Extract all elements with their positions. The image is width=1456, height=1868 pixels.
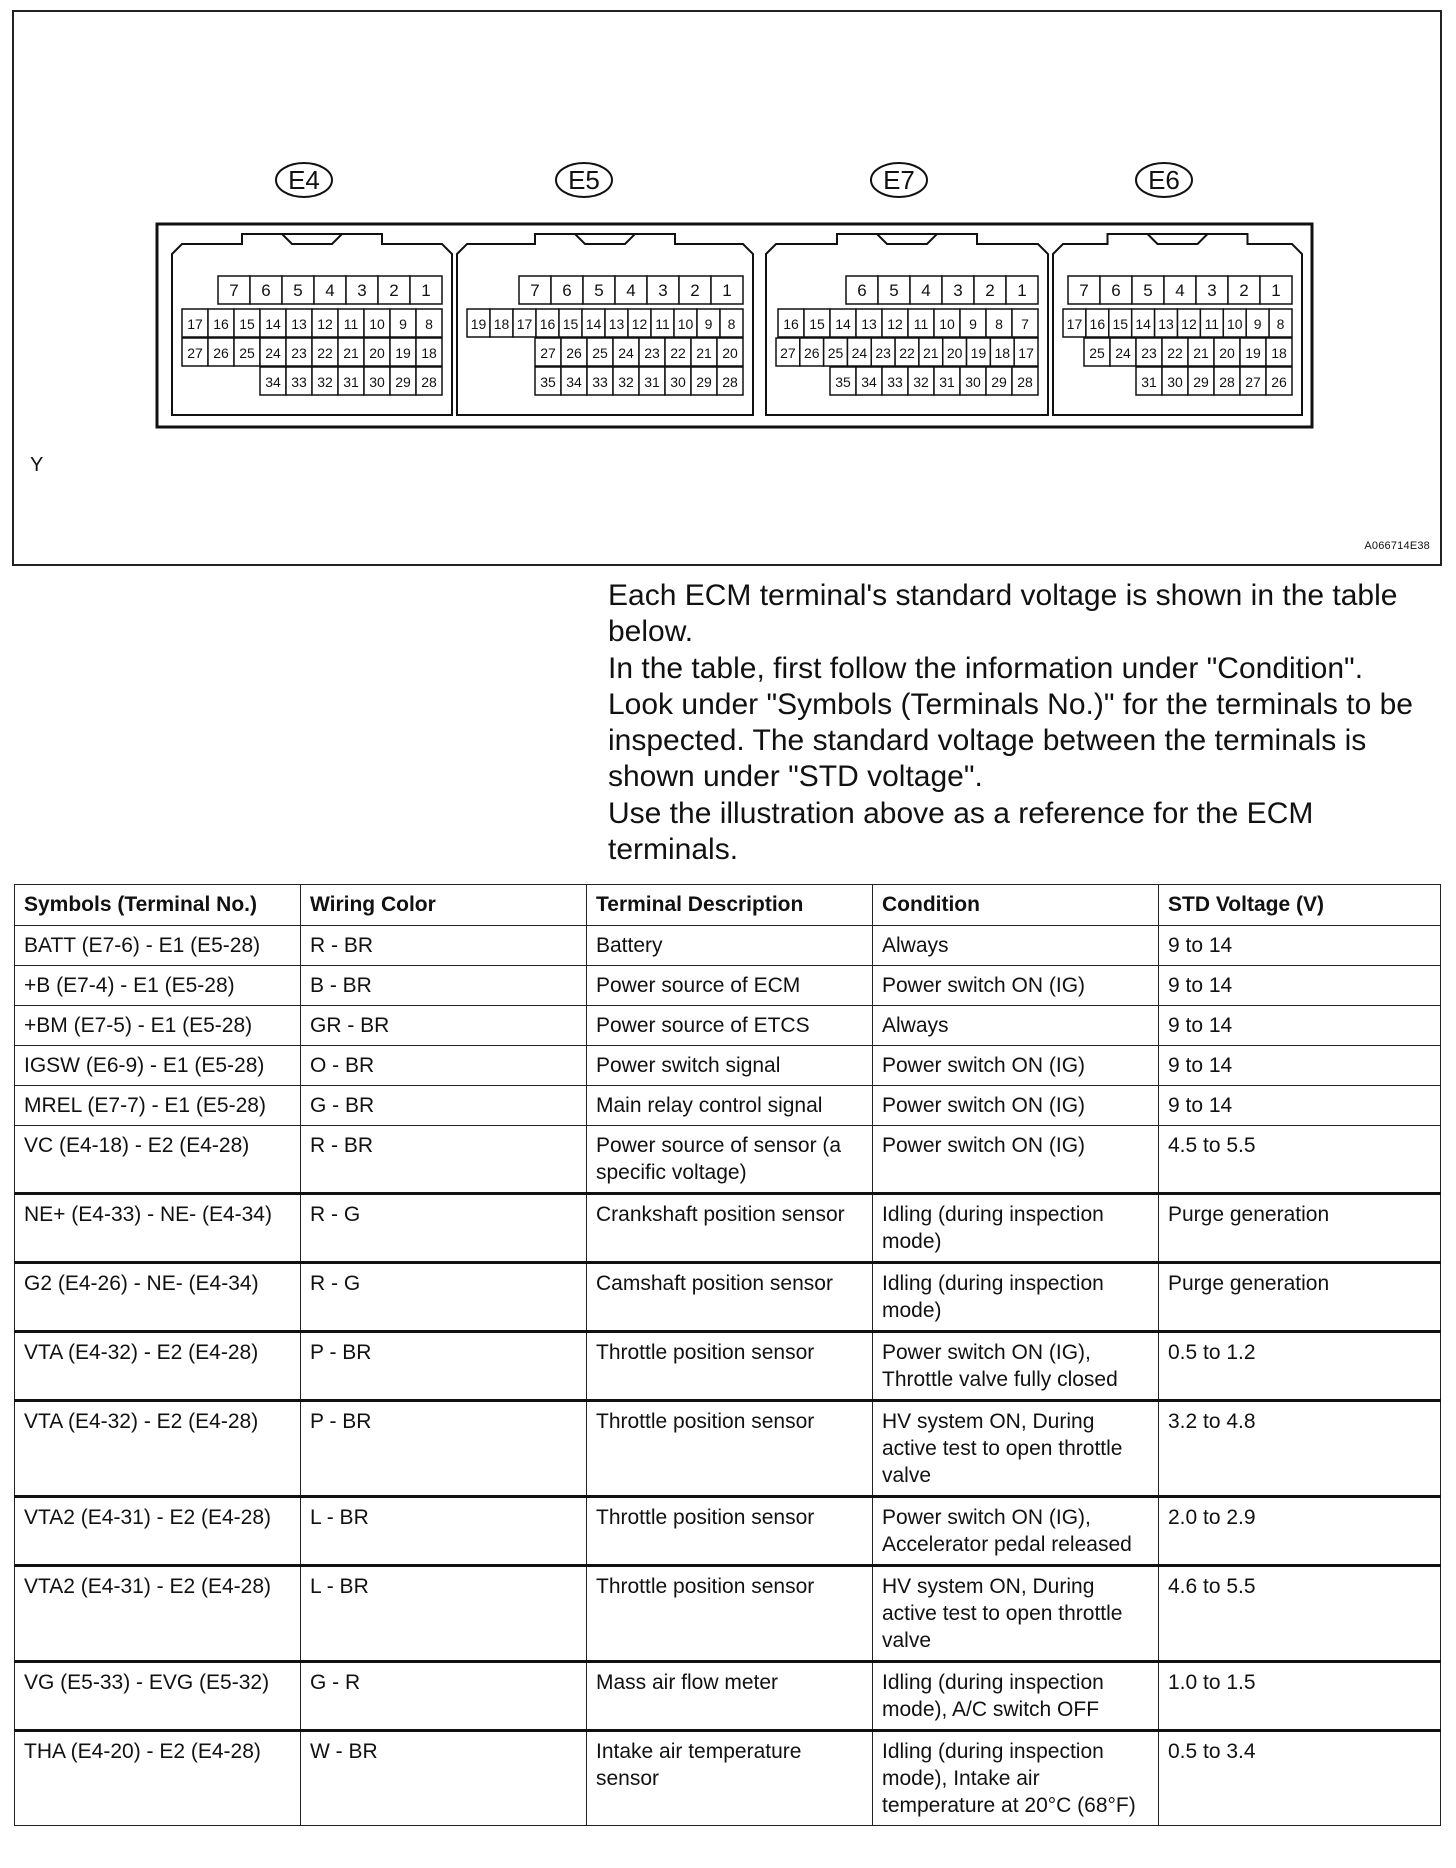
cell-condition: Idling (during inspection mode), Intake air temperature at 20°C (68°F) (873, 1731, 1159, 1826)
pin-number: 26 (213, 345, 229, 361)
pin-number: 2 (389, 281, 399, 300)
cell-condition: Idling (during inspection mode) (873, 1263, 1159, 1332)
pin-number: 1 (421, 281, 431, 300)
cell-description: Power source of ETCS (587, 1006, 873, 1046)
pin-number: 17 (187, 316, 203, 332)
pin-number: 15 (1112, 316, 1129, 332)
latch-tab (282, 234, 342, 244)
connector-illustration (12, 10, 1442, 566)
pin-number: 23 (875, 345, 891, 361)
pin-number: 7 (530, 281, 540, 300)
pin-number: 21 (1193, 345, 1209, 361)
pin-number: 8 (425, 316, 433, 332)
cell-symbols: BATT (E7-6) - E1 (E5-28) (15, 926, 301, 966)
pin-number: 28 (421, 374, 437, 390)
table-row (15, 1194, 1441, 1263)
cell-std-voltage: 4.5 to 5.5 (1159, 1126, 1441, 1194)
cell-std-voltage: 1.0 to 1.5 (1159, 1662, 1441, 1731)
pin-number: 5 (1143, 281, 1153, 300)
pin-number: 6 (562, 281, 572, 300)
cell-description: Camshaft position sensor (587, 1263, 873, 1332)
cell-condition: Idling (during inspection mode), A/C switch OFF (873, 1662, 1159, 1731)
cell-symbols: VG (E5-33) - EVG (E5-32) (15, 1662, 301, 1731)
cell-description: Power switch signal (587, 1046, 873, 1086)
cell-std-voltage: 0.5 to 3.4 (1159, 1731, 1441, 1826)
cell-wiring-color: P - BR (301, 1401, 587, 1497)
pin-number: 14 (585, 316, 602, 332)
pin-number: 15 (239, 316, 255, 332)
cell-wiring-color: G - R (301, 1662, 587, 1731)
cell-condition: Always (873, 1006, 1159, 1046)
side-label: Y (30, 454, 44, 476)
terminal-voltage-table (14, 884, 1441, 1826)
pin-number: 5 (293, 281, 303, 300)
pin-number: 31 (644, 374, 660, 390)
intro-paragraph: Use the illustration above as a reference for the ECM terminals. (608, 796, 1314, 867)
pin-number: 21 (343, 345, 359, 361)
figure-code: A066714E38 (1364, 540, 1430, 552)
pin-number: 15 (809, 316, 825, 332)
pin-number: 35 (835, 374, 851, 390)
pin-number: 19 (470, 316, 487, 332)
pin-number: 13 (861, 316, 877, 332)
cell-wiring-color: O - BR (301, 1046, 587, 1086)
pin-number: 22 (1167, 345, 1183, 361)
connector-label: E5 (568, 165, 600, 195)
pin-number: 7 (1079, 281, 1089, 300)
pin-number: 10 (369, 316, 385, 332)
table-row (15, 1263, 1441, 1332)
cell-wiring-color: W - BR (301, 1731, 587, 1826)
table-row (15, 1566, 1441, 1662)
pin-number: 22 (899, 345, 915, 361)
cell-condition: Power switch ON (IG) (873, 1086, 1159, 1126)
pin-number: 3 (357, 281, 367, 300)
cell-wiring-color: GR - BR (301, 1006, 587, 1046)
pin-number: 23 (644, 345, 660, 361)
pin-number: 16 (213, 316, 229, 332)
cell-wiring-color: L - BR (301, 1566, 587, 1662)
pin-number: 14 (1135, 316, 1151, 332)
pin-number: 23 (1141, 345, 1157, 361)
cell-symbols: THA (E4-20) - E2 (E4-28) (15, 1731, 301, 1826)
connector-e4 (172, 163, 452, 415)
pin-number: 10 (939, 316, 955, 332)
pin-number: 6 (857, 281, 867, 300)
pin-number: 9 (969, 316, 977, 332)
pin-number: 31 (1141, 374, 1157, 390)
pin-number: 30 (670, 374, 686, 390)
pin-number: 33 (592, 374, 608, 390)
pin-number: 16 (783, 316, 799, 332)
cell-std-voltage: 9 to 14 (1159, 1006, 1441, 1046)
table-row (15, 1662, 1441, 1731)
pin-number: 7 (1021, 316, 1029, 332)
pin-number: 24 (1115, 345, 1131, 361)
cell-std-voltage: 4.6 to 5.5 (1159, 1566, 1441, 1662)
cell-wiring-color: P - BR (301, 1332, 587, 1401)
pin-number: 34 (861, 374, 877, 390)
cell-symbols: G2 (E4-26) - NE- (E4-34) (15, 1263, 301, 1332)
pin-number: 9 (399, 316, 407, 332)
cell-wiring-color: B - BR (301, 966, 587, 1006)
cell-condition: HV system ON, During active test to open throttle valve (873, 1401, 1159, 1497)
pin-number: 17 (1066, 316, 1083, 332)
pin-number: 34 (265, 374, 281, 390)
pin-number: 28 (1017, 374, 1033, 390)
pin-number: 18 (493, 316, 510, 332)
pin-number: 17 (1018, 345, 1034, 361)
pin-number: 11 (1204, 316, 1220, 332)
pin-number: 11 (343, 316, 359, 332)
pin-number: 20 (369, 345, 385, 361)
pin-number: 30 (369, 374, 385, 390)
cell-condition: HV system ON, During active test to open throttle valve (873, 1566, 1159, 1662)
pin-number: 29 (696, 374, 712, 390)
pin-number: 32 (317, 374, 333, 390)
pin-number: 3 (658, 281, 668, 300)
table-header-row (15, 885, 1441, 926)
pin-number: 28 (1219, 374, 1235, 390)
connector-e7 (766, 163, 1048, 415)
cell-condition: Power switch ON (IG) (873, 1046, 1159, 1086)
cell-std-voltage: 9 to 14 (1159, 966, 1441, 1006)
pin-number: 2 (1239, 281, 1249, 300)
latch-tab (877, 234, 937, 244)
pin-number: 25 (592, 345, 608, 361)
pin-number: 29 (991, 374, 1007, 390)
intro-paragraph: In the table, first follow the information under "Condition". (608, 651, 1364, 685)
pin-number: 19 (970, 345, 987, 361)
pin-number: 30 (965, 374, 981, 390)
connector-label: E4 (288, 165, 320, 195)
pin-number: 26 (566, 345, 582, 361)
pin-number: 4 (626, 281, 636, 300)
table-row (15, 1332, 1441, 1401)
pin-number: 26 (803, 345, 820, 361)
pin-number: 7 (229, 281, 239, 300)
pin-number: 24 (851, 345, 868, 361)
pin-number: 24 (265, 345, 281, 361)
intro-text (608, 578, 1440, 868)
cell-description: Crankshaft position sensor (587, 1194, 873, 1263)
ecm-connector-diagram (14, 12, 1440, 564)
pin-number: 33 (291, 374, 307, 390)
cell-std-voltage: 0.5 to 1.2 (1159, 1332, 1441, 1401)
cell-symbols: +B (E7-4) - E1 (E5-28) (15, 966, 301, 1006)
pin-number: 16 (1089, 316, 1106, 332)
pin-number: 5 (889, 281, 899, 300)
cell-condition: Power switch ON (IG) (873, 966, 1159, 1006)
pin-number: 12 (317, 316, 333, 332)
pin-number: 11 (655, 316, 670, 332)
pin-number: 12 (1181, 316, 1197, 332)
header-terminal-description: Terminal Description (587, 885, 873, 926)
pin-number: 21 (923, 345, 939, 361)
cell-description: Throttle position sensor (587, 1332, 873, 1401)
cell-description: Throttle position sensor (587, 1401, 873, 1497)
pin-number: 8 (727, 316, 736, 332)
pin-number: 12 (631, 316, 648, 332)
pin-number: 9 (704, 316, 713, 332)
pin-number: 32 (913, 374, 929, 390)
pin-number: 10 (677, 316, 694, 332)
latch-tab (575, 234, 635, 244)
cell-std-voltage: 9 to 14 (1159, 1046, 1441, 1086)
pin-number: 18 (1271, 345, 1287, 361)
pin-number: 13 (1158, 316, 1174, 332)
pin-number: 13 (291, 316, 307, 332)
cell-symbols: NE+ (E4-33) - NE- (E4-34) (15, 1194, 301, 1263)
pin-number: 3 (1207, 281, 1217, 300)
header-std-voltage: STD Voltage (V) (1159, 885, 1441, 926)
pin-number: 1 (722, 281, 732, 300)
cell-std-voltage: Purge generation (1159, 1263, 1441, 1332)
pin-number: 6 (1111, 281, 1121, 300)
cell-condition: Idling (during inspection mode) (873, 1194, 1159, 1263)
pin-number: 20 (946, 345, 963, 361)
pin-number: 20 (1219, 345, 1235, 361)
cell-symbols: IGSW (E6-9) - E1 (E5-28) (15, 1046, 301, 1086)
header-wiring-color: Wiring Color (301, 885, 587, 926)
intro-paragraph: Look under "Symbols (Terminals No.)" for the terminals to be inspected. The standard voltage between the terminals is shown under "STD voltage". (608, 687, 1413, 794)
pin-number: 28 (722, 374, 738, 390)
connector-label: E7 (883, 165, 915, 195)
pin-number: 23 (291, 345, 307, 361)
cell-description: Intake air temperature sensor (587, 1731, 873, 1826)
pin-number: 27 (187, 345, 203, 361)
cell-std-voltage: 9 to 14 (1159, 1086, 1441, 1126)
cell-description: Power source of sensor (a specific voltage) (587, 1126, 873, 1194)
intro-paragraph: Each ECM terminal's standard voltage is shown in the table below. (608, 579, 1398, 649)
pin-number: 20 (722, 345, 738, 361)
cell-wiring-color: R - BR (301, 926, 587, 966)
pin-number: 27 (540, 345, 556, 361)
pin-number: 6 (261, 281, 271, 300)
pin-number: 13 (608, 316, 625, 332)
pin-number: 30 (1167, 374, 1183, 390)
cell-condition: Always (873, 926, 1159, 966)
pin-number: 8 (1276, 316, 1285, 332)
pin-number: 33 (887, 374, 903, 390)
cell-description: Battery (587, 926, 873, 966)
cell-std-voltage: 9 to 14 (1159, 926, 1441, 966)
pin-number: 31 (343, 374, 359, 390)
pin-number: 17 (516, 316, 533, 332)
cell-wiring-color: L - BR (301, 1497, 587, 1566)
cell-symbols: VTA (E4-32) - E2 (E4-28) (15, 1401, 301, 1497)
pin-number: 35 (540, 374, 556, 390)
pin-number: 32 (618, 374, 634, 390)
table-row (15, 1006, 1441, 1046)
pin-number: 18 (421, 345, 437, 361)
pin-number: 18 (994, 345, 1011, 361)
pin-number: 2 (985, 281, 995, 300)
pin-number: 22 (670, 345, 686, 361)
cell-description: Mass air flow meter (587, 1662, 873, 1731)
pin-number: 11 (913, 316, 929, 332)
cell-wiring-color: G - BR (301, 1086, 587, 1126)
pin-number: 29 (395, 374, 411, 390)
pin-number: 27 (780, 345, 796, 361)
table-row (15, 1731, 1441, 1826)
pin-number: 5 (594, 281, 604, 300)
pin-number: 19 (395, 345, 411, 361)
pin-number: 10 (1226, 316, 1243, 332)
cell-condition: Power switch ON (IG) (873, 1126, 1159, 1194)
pin-number: 12 (887, 316, 903, 332)
pin-number: 22 (317, 345, 333, 361)
pin-number: 9 (1253, 316, 1262, 332)
cell-description: Throttle position sensor (587, 1497, 873, 1566)
pin-number: 3 (953, 281, 963, 300)
table-row (15, 926, 1441, 966)
connector-e5 (457, 163, 753, 415)
pin-number: 34 (566, 374, 582, 390)
pin-number: 16 (539, 316, 556, 332)
cell-std-voltage: Purge generation (1159, 1194, 1441, 1263)
pin-number: 14 (265, 316, 281, 332)
pin-number: 29 (1193, 374, 1209, 390)
table-row (15, 1086, 1441, 1126)
cell-wiring-color: R - BR (301, 1126, 587, 1194)
pin-number: 19 (1245, 345, 1261, 361)
header-symbols: Symbols (Terminal No.) (15, 885, 301, 926)
pin-number: 14 (835, 316, 851, 332)
table-row (15, 1497, 1441, 1566)
table-row (15, 1126, 1441, 1194)
pin-number: 31 (939, 374, 955, 390)
table-row (15, 1401, 1441, 1497)
connector-label: E6 (1148, 165, 1180, 195)
cell-condition: Power switch ON (IG), Accelerator pedal released (873, 1497, 1159, 1566)
table-row (15, 1046, 1441, 1086)
pin-number: 21 (696, 345, 712, 361)
cell-wiring-color: R - G (301, 1263, 587, 1332)
pin-number: 24 (618, 345, 634, 361)
pin-number: 25 (1089, 345, 1105, 361)
cell-symbols: VC (E4-18) - E2 (E4-28) (15, 1126, 301, 1194)
cell-symbols: VTA (E4-32) - E2 (E4-28) (15, 1332, 301, 1401)
pin-number: 4 (921, 281, 931, 300)
latch-tab (1148, 234, 1208, 244)
pin-number: 15 (562, 316, 579, 332)
cell-description: Throttle position sensor (587, 1566, 873, 1662)
cell-std-voltage: 3.2 to 4.8 (1159, 1401, 1441, 1497)
pin-number: 25 (239, 345, 255, 361)
pin-number: 4 (1175, 281, 1185, 300)
pin-number: 8 (995, 316, 1003, 332)
cell-condition: Power switch ON (IG), Throttle valve fully closed (873, 1332, 1159, 1401)
cell-wiring-color: R - G (301, 1194, 587, 1263)
cell-symbols: VTA2 (E4-31) - E2 (E4-28) (15, 1497, 301, 1566)
pin-number: 4 (325, 281, 335, 300)
pin-number: 26 (1271, 374, 1287, 390)
pin-number: 1 (1271, 281, 1281, 300)
connector-e6 (1053, 163, 1302, 415)
cell-description: Power source of ECM (587, 966, 873, 1006)
cell-description: Main relay control signal (587, 1086, 873, 1126)
cell-std-voltage: 2.0 to 2.9 (1159, 1497, 1441, 1566)
pin-number: 2 (690, 281, 700, 300)
cell-symbols: MREL (E7-7) - E1 (E5-28) (15, 1086, 301, 1126)
cell-symbols: VTA2 (E4-31) - E2 (E4-28) (15, 1566, 301, 1662)
pin-number: 25 (827, 345, 844, 361)
header-condition: Condition (873, 885, 1159, 926)
table-row (15, 966, 1441, 1006)
pin-number: 1 (1017, 281, 1027, 300)
pin-number: 27 (1245, 374, 1261, 390)
cell-symbols: +BM (E7-5) - E1 (E5-28) (15, 1006, 301, 1046)
